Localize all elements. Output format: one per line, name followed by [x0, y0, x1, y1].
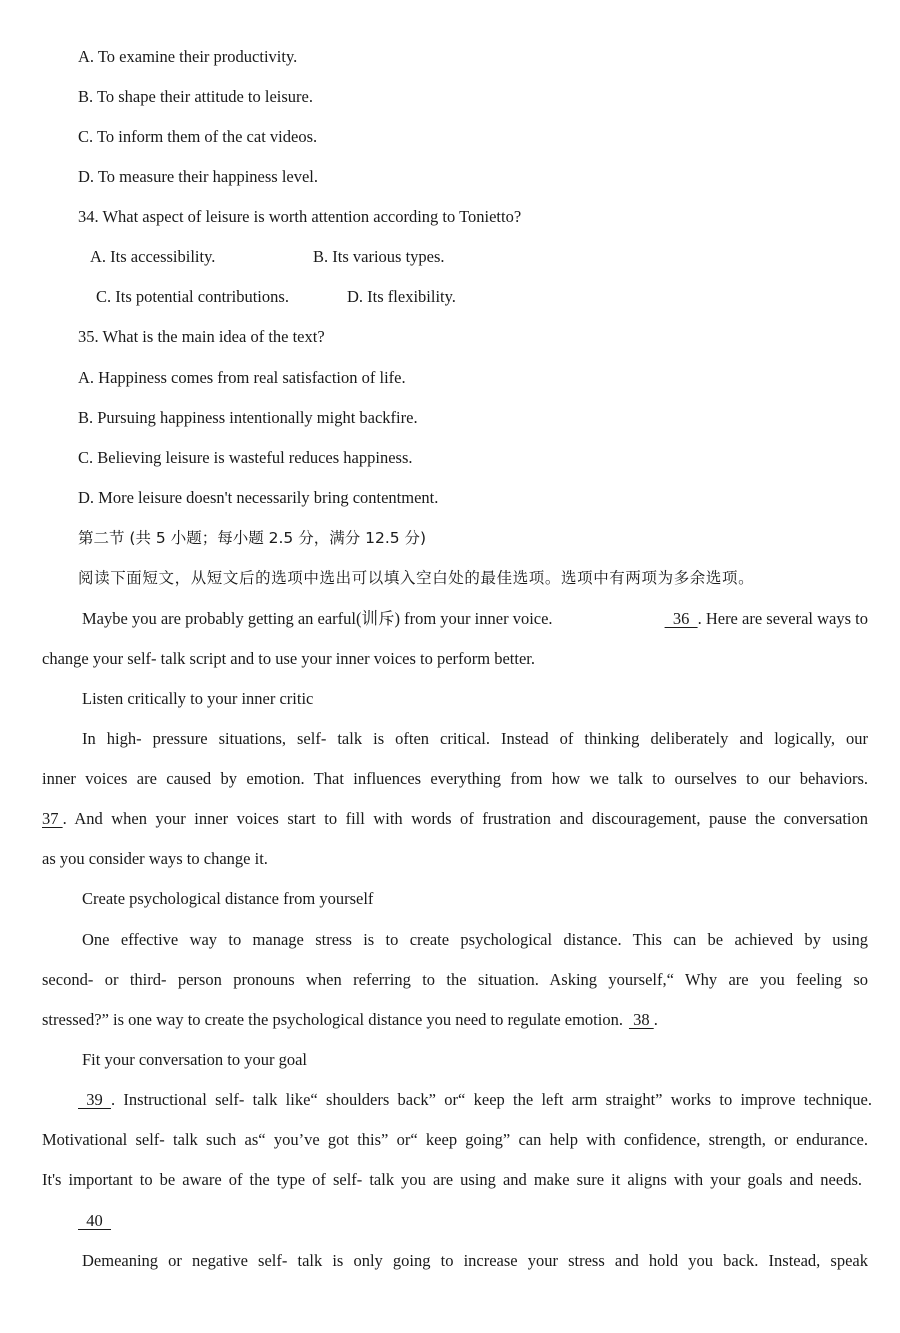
passage-line [42, 809, 868, 829]
passage-text: . And when your inner voices start to fill with words of frustration and discouragement, pause the conversation [62, 809, 868, 828]
blank-40-line [78, 1211, 111, 1231]
blank-36: 36 [664, 609, 698, 628]
q34-option-b: B. Its various types. [313, 247, 445, 266]
passage-line: One effective way to manage stress is to create psychological distance. This can be achieved by using [82, 930, 868, 949]
q35-option-a: A. Happiness comes from real satisfaction of life. [78, 368, 406, 387]
q35-stem: 35. What is the main idea of the text? [78, 327, 325, 346]
subheading-listen-critically: Listen critically to your inner critic [82, 689, 314, 708]
q34-stem: 34. What aspect of leisure is worth attention according to Tonietto? [78, 207, 522, 226]
section-heading: 第二节 (共 5 小题；每小题 2.5 分，满分 12.5 分) [78, 529, 427, 547]
passage-line: as you consider ways to change it. [42, 849, 268, 868]
passage-line [78, 1090, 872, 1110]
q33-option-b: B. To shape their attitude to leisure. [78, 87, 313, 106]
section-instruction: 阅读下面短文，从短文后的选项中选出可以填入空白处的最佳选项。选项中有两项为多余选项。 [78, 569, 755, 587]
subheading-psychological-distance: Create psychological distance from yourself [82, 889, 374, 908]
blank-39: 39 [78, 1090, 111, 1109]
passage-line-1 [82, 609, 868, 629]
blank-40: 40 [78, 1211, 111, 1230]
passage-text: . Here are several ways to [697, 609, 868, 628]
q35-option-d: D. More leisure doesn't necessarily bring contentment. [78, 488, 439, 507]
passage-line: It's important to be aware of the type of self- talk you are using and make sure it aligns with your goals and needs. [42, 1170, 862, 1189]
passage-line: stressed?” is one way to create the psychological distance you need to regulate emotion. 38 . [42, 1010, 658, 1029]
passage-line: inner voices are caused by emotion. That influences everything from how we talk to ourselves to our behaviors. [42, 769, 868, 788]
subheading-fit-conversation: Fit your conversation to your goal [82, 1050, 308, 1069]
q33-option-c: C. To inform them of the cat videos. [78, 127, 318, 146]
blank-37: 37 [42, 809, 63, 828]
q34-option-c: C. Its potential contributions. [96, 287, 289, 306]
passage-text: stressed?” is one way to create the psychological distance you need to regulate emotion. [42, 1010, 623, 1029]
passage-text: . Instructional self- talk like“ shoulders back” or“ keep the left arm straight” works to improve technique. [111, 1090, 872, 1109]
passage-line: second- or third- person pronouns when referring to the situation. Asking yourself,“ Why are you feeling so [42, 970, 868, 989]
q35-option-c: C. Believing leisure is wasteful reduces happiness. [78, 448, 413, 467]
passage-line: Demeaning or negative self- talk is only going to increase your stress and hold you back. Instead, speak [82, 1251, 868, 1270]
passage-text: Maybe you are probably getting an earful(训斥) from your inner voice. [82, 609, 553, 628]
q34-option-d: D. Its flexibility. [347, 287, 456, 306]
q33-option-a: A. To examine their productivity. [78, 47, 298, 66]
blank-38: 38 [628, 1010, 654, 1029]
passage-line: Motivational self- talk such as“ you’ve got this” or“ keep going” can help with confidence, strength, or endurance. [42, 1130, 868, 1149]
q34-option-a: A. Its accessibility. [90, 247, 216, 266]
passage-line: change your self- talk script and to use your inner voices to perform better. [42, 649, 536, 668]
passage-line: In high- pressure situations, self- talk is often critical. Instead of thinking deliberately and logically, our [82, 729, 868, 748]
q35-option-b: B. Pursuing happiness intentionally might backfire. [78, 408, 418, 427]
q33-option-d: D. To measure their happiness level. [78, 167, 319, 186]
